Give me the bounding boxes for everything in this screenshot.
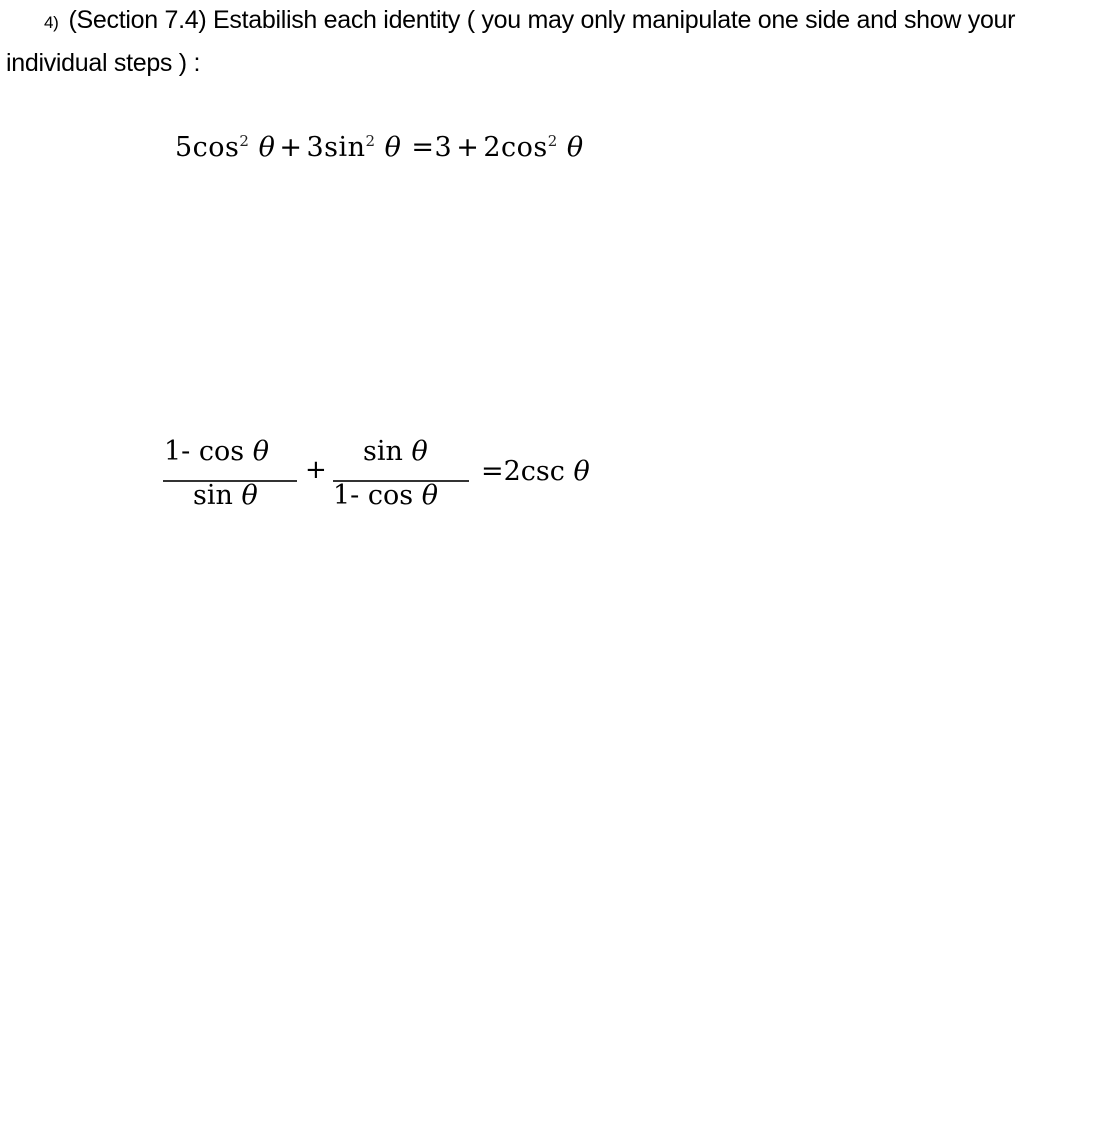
problem-instruction-line1: (Section 7.4) Estabilish each identity ( you may only manipulate one side and show your xyxy=(68,6,1016,34)
identity1-theta-1: θ xyxy=(258,132,276,163)
identity1-rhs-constant: =3 xyxy=(411,132,453,163)
identity2-plus: + xyxy=(305,455,327,485)
identity1-lhs-term2-exponent: 2 xyxy=(365,132,376,150)
identity2-frac2-den-theta: θ xyxy=(421,480,438,511)
identity1-lhs-term1-exponent: 2 xyxy=(239,132,250,150)
identity2-rhs xyxy=(481,456,590,487)
identity1-rhs-term-exponent: 2 xyxy=(547,132,558,150)
identity2-frac2-den-text: 1- cos xyxy=(333,480,414,511)
identity2-fraction2-numerator xyxy=(363,436,428,467)
identity2-frac1-num-text: 1- cos xyxy=(164,436,245,467)
identity2-frac2-num-theta: θ xyxy=(411,436,428,467)
identity1-theta-3: θ xyxy=(566,132,584,163)
identity2-fraction2-denominator xyxy=(333,480,438,511)
identity1-rhs-term: 2cos xyxy=(483,132,548,163)
identity2-frac2-num-text: sin xyxy=(363,436,403,467)
identity1-theta-2: θ xyxy=(384,132,402,163)
identity2-rhs-text: =2csc xyxy=(481,456,565,487)
identity1-lhs-term1: 5cos xyxy=(175,132,240,163)
problem-instruction-line2: individual steps ) : xyxy=(6,49,201,77)
identity2-frac1-den-text: sin xyxy=(193,480,233,511)
problem-number: 4) xyxy=(44,13,59,32)
identity2-fraction1-denominator xyxy=(193,480,258,511)
identity1-plus-2: + xyxy=(456,132,480,163)
identity2-frac1-num-theta: θ xyxy=(252,436,269,467)
identity1-plus-1: + xyxy=(279,132,303,163)
identity2-fraction1-numerator xyxy=(164,436,269,467)
identity2-rhs-theta: θ xyxy=(573,456,590,487)
identity2-frac1-den-theta: θ xyxy=(241,480,258,511)
identity1-lhs-term2: 3sin xyxy=(306,132,366,163)
